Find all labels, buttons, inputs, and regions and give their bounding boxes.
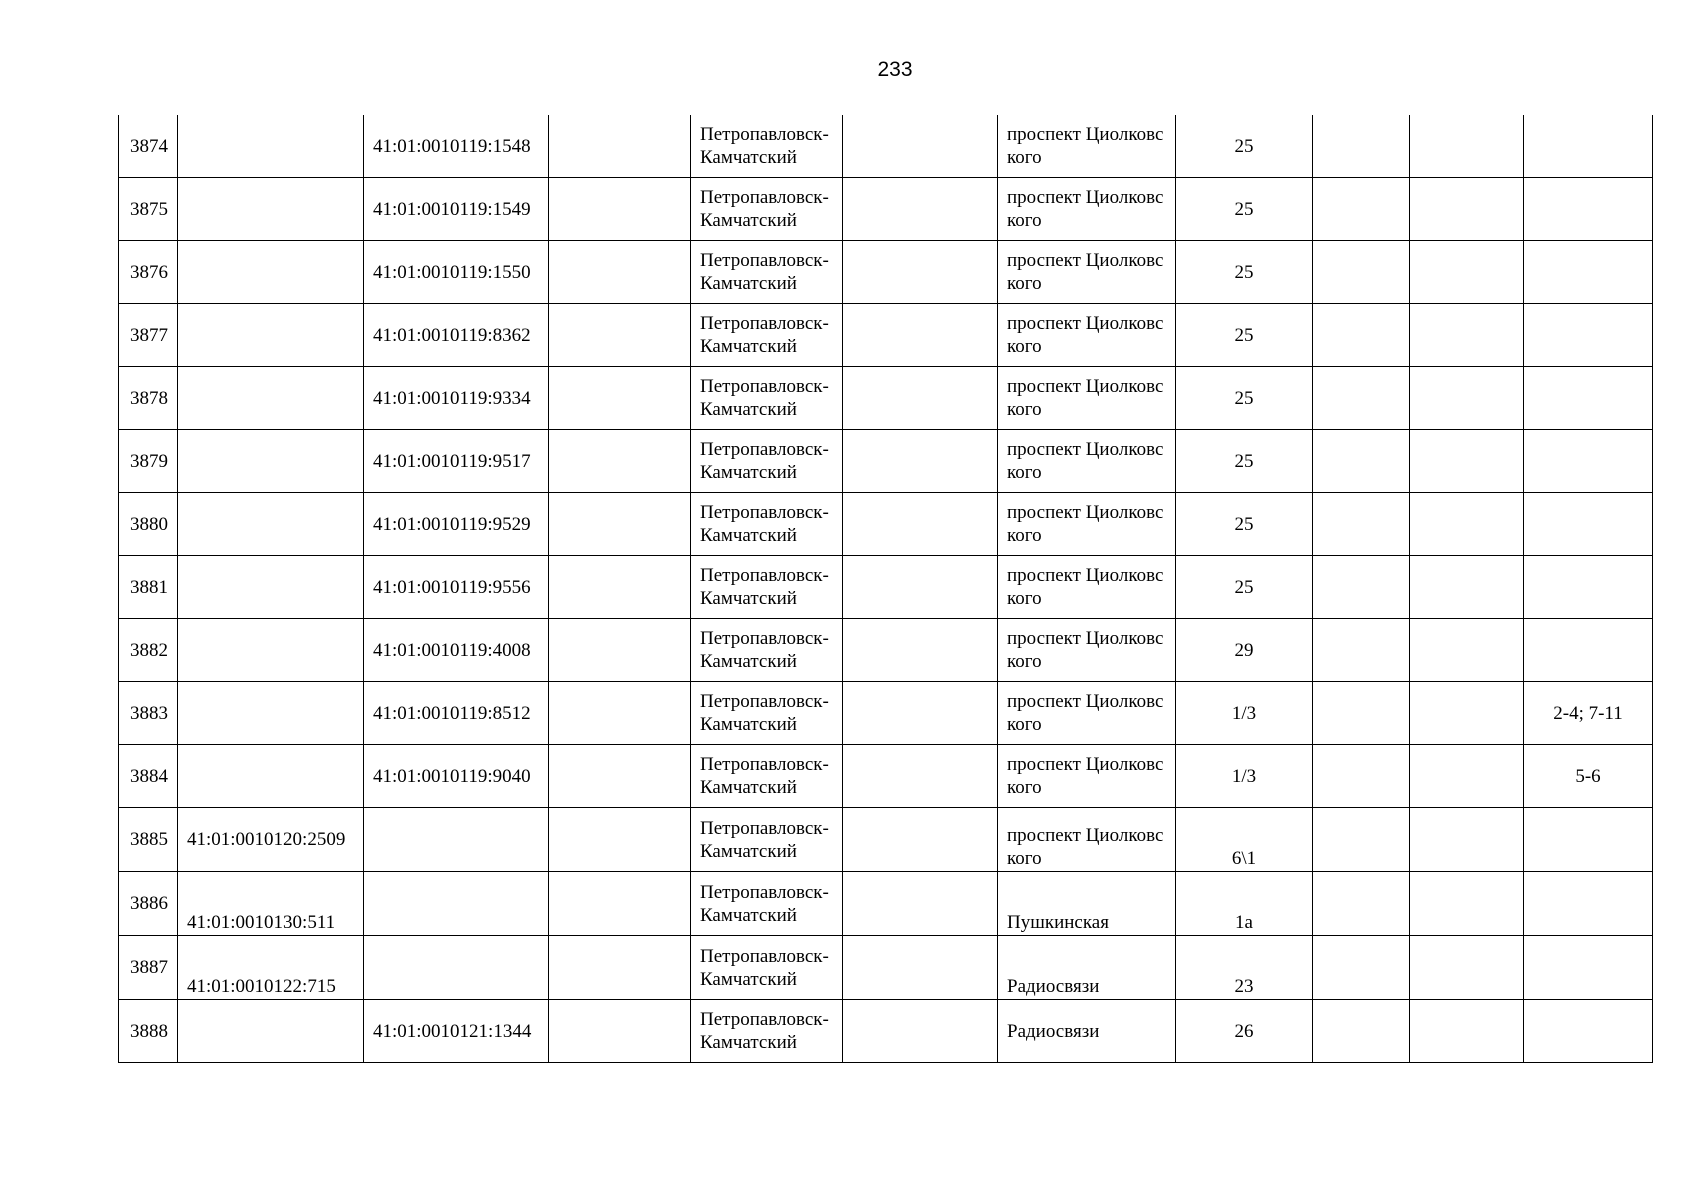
cell-empty <box>1313 1000 1410 1063</box>
cell-empty <box>843 178 998 241</box>
cell-empty <box>1410 1000 1524 1063</box>
cell-city: Петропавловск-Камчатский <box>691 178 843 241</box>
cell-rooms <box>1524 493 1653 556</box>
cell-parcel-number <box>178 115 364 178</box>
cell-empty <box>549 493 691 556</box>
cell-empty <box>549 808 691 872</box>
cell-house: 25 <box>1176 241 1313 304</box>
cell-rooms <box>1524 115 1653 178</box>
cell-cadastral-number: 41:01:0010121:1344 <box>364 1000 549 1063</box>
cell-house: 1/3 <box>1176 682 1313 745</box>
cell-parcel-number <box>178 304 364 367</box>
cell-rooms <box>1524 241 1653 304</box>
cell-street: проспект Циолковского <box>998 493 1176 556</box>
cell-house: 25 <box>1176 493 1313 556</box>
cell-parcel-number <box>178 1000 364 1063</box>
cell-rooms <box>1524 1000 1653 1063</box>
cell-street: проспект Циолковского <box>998 115 1176 178</box>
cell-empty <box>549 367 691 430</box>
cell-empty <box>1313 493 1410 556</box>
cell-street: проспект Циолковского <box>998 367 1176 430</box>
cell-city: Петропавловск-Камчатский <box>691 493 843 556</box>
cell-empty <box>843 367 998 430</box>
cell-empty <box>1313 556 1410 619</box>
cell-parcel-number <box>178 241 364 304</box>
cell-city: Петропавловск-Камчатский <box>691 304 843 367</box>
cell-parcel-number: 41:01:0010122:715 <box>178 936 364 1000</box>
cell-empty <box>1410 493 1524 556</box>
table-row <box>119 682 1653 745</box>
cell-number: 3883 <box>119 682 178 745</box>
cell-street: проспект Циолковского <box>998 619 1176 682</box>
cell-empty <box>843 1000 998 1063</box>
cell-number: 3878 <box>119 367 178 430</box>
cell-empty <box>1313 872 1410 936</box>
cell-empty <box>843 556 998 619</box>
cell-cadastral-number: 41:01:0010119:4008 <box>364 619 549 682</box>
cell-street: проспект Циолковского <box>998 745 1176 808</box>
table-row <box>119 936 1653 1000</box>
cell-empty <box>1410 682 1524 745</box>
cell-house: 25 <box>1176 178 1313 241</box>
cell-parcel-number <box>178 493 364 556</box>
table-row <box>119 367 1653 430</box>
cell-street: проспект Циолковского <box>998 808 1176 872</box>
cell-number: 3882 <box>119 619 178 682</box>
cell-city: Петропавловск-Камчатский <box>691 556 843 619</box>
cell-empty <box>1410 115 1524 178</box>
table-row <box>119 619 1653 682</box>
table-body <box>119 115 1653 1063</box>
cell-city: Петропавловск-Камчатский <box>691 619 843 682</box>
cell-street: проспект Циолковского <box>998 682 1176 745</box>
cell-cadastral-number: 41:01:0010119:8362 <box>364 304 549 367</box>
cell-empty <box>843 872 998 936</box>
table-row <box>119 872 1653 936</box>
cell-house: 1/3 <box>1176 745 1313 808</box>
cell-empty <box>549 619 691 682</box>
cell-empty <box>1313 178 1410 241</box>
cell-empty <box>549 682 691 745</box>
page-number: 233 <box>877 58 913 81</box>
cell-street: проспект Циолковского <box>998 178 1176 241</box>
cell-empty <box>1410 241 1524 304</box>
cell-parcel-number <box>178 619 364 682</box>
cell-empty <box>1410 178 1524 241</box>
table-row <box>119 556 1653 619</box>
cell-house: 25 <box>1176 304 1313 367</box>
table-row <box>119 1000 1653 1063</box>
cell-rooms: 2-4; 7-11 <box>1524 682 1653 745</box>
cell-empty <box>843 241 998 304</box>
cell-city: Петропавловск-Камчатский <box>691 241 843 304</box>
cell-empty <box>1313 808 1410 872</box>
cell-empty <box>1410 367 1524 430</box>
cell-empty <box>843 115 998 178</box>
cell-empty <box>1410 556 1524 619</box>
cell-cadastral-number <box>364 872 549 936</box>
cell-empty <box>1313 367 1410 430</box>
cell-empty <box>1410 808 1524 872</box>
table-row <box>119 178 1653 241</box>
cell-parcel-number <box>178 556 364 619</box>
cell-house: 25 <box>1176 430 1313 493</box>
cell-empty <box>1313 619 1410 682</box>
cell-empty <box>549 304 691 367</box>
cell-empty <box>843 619 998 682</box>
cell-city: Петропавловск-Камчатский <box>691 808 843 872</box>
cell-number: 3880 <box>119 493 178 556</box>
cell-street: Пушкинская <box>998 872 1176 936</box>
cell-street: проспект Циолковского <box>998 556 1176 619</box>
cell-street: проспект Циолковского <box>998 430 1176 493</box>
cell-rooms <box>1524 367 1653 430</box>
registry-table <box>118 115 1653 1063</box>
cell-empty <box>1313 304 1410 367</box>
table-row <box>119 430 1653 493</box>
cell-rooms: 5-6 <box>1524 745 1653 808</box>
cell-empty <box>549 430 691 493</box>
cell-empty <box>1313 682 1410 745</box>
cell-empty <box>843 745 998 808</box>
cell-cadastral-number: 41:01:0010119:8512 <box>364 682 549 745</box>
cell-rooms <box>1524 808 1653 872</box>
cell-empty <box>549 556 691 619</box>
cell-city: Петропавловск-Камчатский <box>691 367 843 430</box>
cell-empty <box>1410 745 1524 808</box>
cell-empty <box>843 936 998 1000</box>
cell-number: 3885 <box>119 808 178 872</box>
cell-parcel-number: 41:01:0010130:511 <box>178 872 364 936</box>
cell-empty <box>1313 936 1410 1000</box>
cell-empty <box>843 808 998 872</box>
cell-house: 25 <box>1176 367 1313 430</box>
cell-empty <box>549 936 691 1000</box>
cell-number: 3886 <box>119 872 178 936</box>
cell-empty <box>549 1000 691 1063</box>
cell-rooms <box>1524 936 1653 1000</box>
cell-empty <box>549 872 691 936</box>
table-row <box>119 115 1653 178</box>
cell-street: проспект Циолковского <box>998 241 1176 304</box>
cell-number: 3874 <box>119 115 178 178</box>
cell-parcel-number <box>178 745 364 808</box>
cell-city: Петропавловск-Камчатский <box>691 872 843 936</box>
cell-cadastral-number: 41:01:0010119:9040 <box>364 745 549 808</box>
cell-number: 3888 <box>119 1000 178 1063</box>
cell-city: Петропавловск-Камчатский <box>691 936 843 1000</box>
cell-house: 6\1 <box>1176 808 1313 872</box>
cell-number: 3884 <box>119 745 178 808</box>
cell-house: 1а <box>1176 872 1313 936</box>
cell-parcel-number <box>178 430 364 493</box>
cell-empty <box>549 178 691 241</box>
table-row <box>119 493 1653 556</box>
cell-empty <box>1313 241 1410 304</box>
cell-empty <box>1410 430 1524 493</box>
cell-city: Петропавловск-Камчатский <box>691 115 843 178</box>
cell-street: Радиосвязи <box>998 1000 1176 1063</box>
cell-rooms <box>1524 556 1653 619</box>
table-row <box>119 745 1653 808</box>
cell-city: Петропавловск-Камчатский <box>691 430 843 493</box>
cell-empty <box>843 682 998 745</box>
cell-number: 3881 <box>119 556 178 619</box>
cell-cadastral-number: 41:01:0010119:9556 <box>364 556 549 619</box>
cell-cadastral-number: 41:01:0010119:1550 <box>364 241 549 304</box>
cell-number: 3879 <box>119 430 178 493</box>
cell-cadastral-number: 41:01:0010119:9517 <box>364 430 549 493</box>
cell-house: 25 <box>1176 556 1313 619</box>
cell-rooms <box>1524 619 1653 682</box>
cell-cadastral-number: 41:01:0010119:1549 <box>364 178 549 241</box>
cell-parcel-number: 41:01:0010120:2509 <box>178 808 364 872</box>
cell-house: 29 <box>1176 619 1313 682</box>
cell-rooms <box>1524 304 1653 367</box>
cell-empty <box>843 430 998 493</box>
cell-empty <box>1313 430 1410 493</box>
cell-empty <box>1313 745 1410 808</box>
cell-house: 26 <box>1176 1000 1313 1063</box>
table-row <box>119 241 1653 304</box>
cell-number: 3887 <box>119 936 178 1000</box>
cell-cadastral-number: 41:01:0010119:1548 <box>364 115 549 178</box>
cell-empty <box>843 493 998 556</box>
cell-number: 3877 <box>119 304 178 367</box>
cell-city: Петропавловск-Камчатский <box>691 1000 843 1063</box>
table-row <box>119 304 1653 367</box>
table-row <box>119 808 1653 872</box>
cell-empty <box>1410 936 1524 1000</box>
cell-parcel-number <box>178 682 364 745</box>
cell-house: 23 <box>1176 936 1313 1000</box>
cell-city: Петропавловск-Камчатский <box>691 682 843 745</box>
cell-rooms <box>1524 178 1653 241</box>
cell-empty <box>1410 872 1524 936</box>
cell-empty <box>549 745 691 808</box>
cell-cadastral-number <box>364 808 549 872</box>
cell-empty <box>549 241 691 304</box>
cell-number: 3875 <box>119 178 178 241</box>
cell-rooms <box>1524 872 1653 936</box>
cell-cadastral-number: 41:01:0010119:9529 <box>364 493 549 556</box>
cell-empty <box>549 115 691 178</box>
cell-city: Петропавловск-Камчатский <box>691 745 843 808</box>
cell-street: проспект Циолковского <box>998 304 1176 367</box>
cell-number: 3876 <box>119 241 178 304</box>
cell-street: Радиосвязи <box>998 936 1176 1000</box>
cell-empty <box>1313 115 1410 178</box>
cell-empty <box>843 304 998 367</box>
cell-parcel-number <box>178 178 364 241</box>
cell-cadastral-number <box>364 936 549 1000</box>
cell-cadastral-number: 41:01:0010119:9334 <box>364 367 549 430</box>
cell-parcel-number <box>178 367 364 430</box>
cell-rooms <box>1524 430 1653 493</box>
cell-house: 25 <box>1176 115 1313 178</box>
cell-empty <box>1410 304 1524 367</box>
cell-empty <box>1410 619 1524 682</box>
